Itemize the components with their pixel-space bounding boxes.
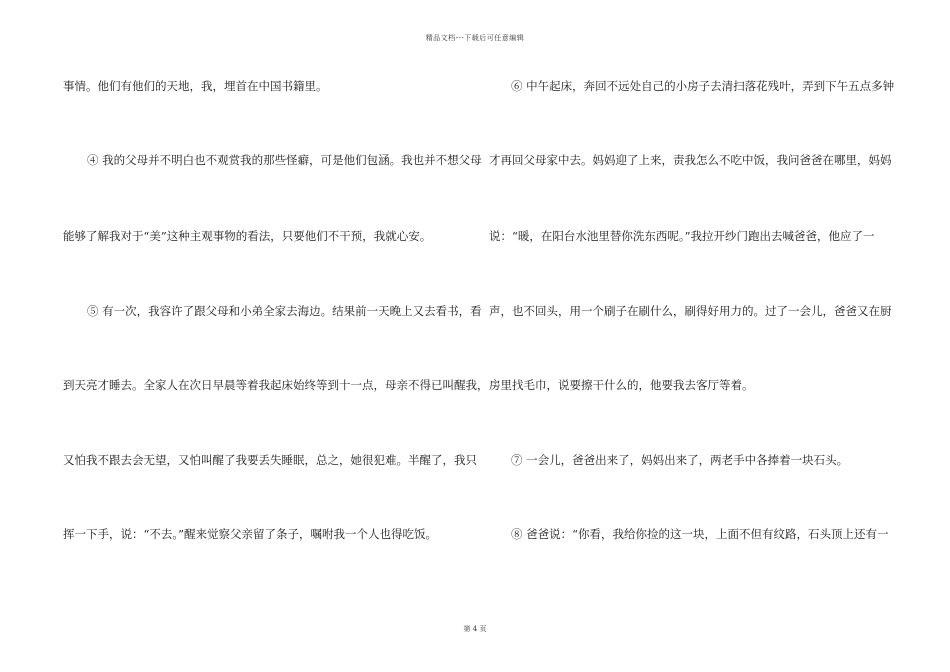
text-line: 声，也不回头，用一个刷子在刷什么，刷得好用力的。过了一会儿，爸爸又在厨	[489, 304, 892, 318]
text-line: ④ 我的父母并不明白也不观赏我的那些怪癖，可是他们包涵。我也并不想父母	[87, 153, 482, 167]
text-line: ⑥ 中午起床，奔回不远处自己的小房子去清扫落花残叶，弄到下午五点多钟	[511, 79, 895, 93]
text-line: 房里找毛巾，说要擦干什么的，他要我去客厅等着。	[489, 378, 754, 392]
text-line: ⑤ 有一次，我容许了跟父母和小弟全家去海边。结果前一天晚上又去看书，看	[87, 304, 482, 318]
text-line: 才再回父母家中去。妈妈迎了上来，责我怎么不吃中饭，我问爸爸在哪里，妈妈	[489, 153, 892, 167]
text-line: 又怕我不跟去会无望，又怕叫醒了我要丢失睡眠，总之，她很犯难。半醒了，我只	[63, 453, 477, 467]
text-line: ⑦ 一会儿，爸爸出来了，妈妈出来了，两老手中各捧着一块石头。	[511, 453, 849, 467]
text-line: 能够了解我对于“美”这种主观事物的看法，只要他们不干预，我就心安。	[63, 229, 432, 243]
text-line: 挥一下手，说：“不去。”醒来觉察父亲留了条子，嘱咐我一个人也得吃饭。	[63, 527, 438, 541]
text-line: 到天亮才睡去。全家人在次日早晨等着我起床始终等到十一点，母亲不得已叫醒我，	[63, 378, 489, 392]
page-number: 第 4 页	[463, 625, 487, 633]
text-line: 说：“暖，在阳台水池里替你洗东西呢。”我拉开纱门跑出去喊爸爸，他应了一	[489, 229, 875, 243]
text-line: 事情。他们有他们的天地，我，埋首在中国书籍里。	[63, 79, 328, 93]
page-header: 精品文档---下载后可任意编辑	[425, 34, 525, 42]
text-line: ⑧ 爸爸说：“你看，我给你捡的这一块，上面不但有纹路，石头顶上还有一	[511, 527, 889, 541]
